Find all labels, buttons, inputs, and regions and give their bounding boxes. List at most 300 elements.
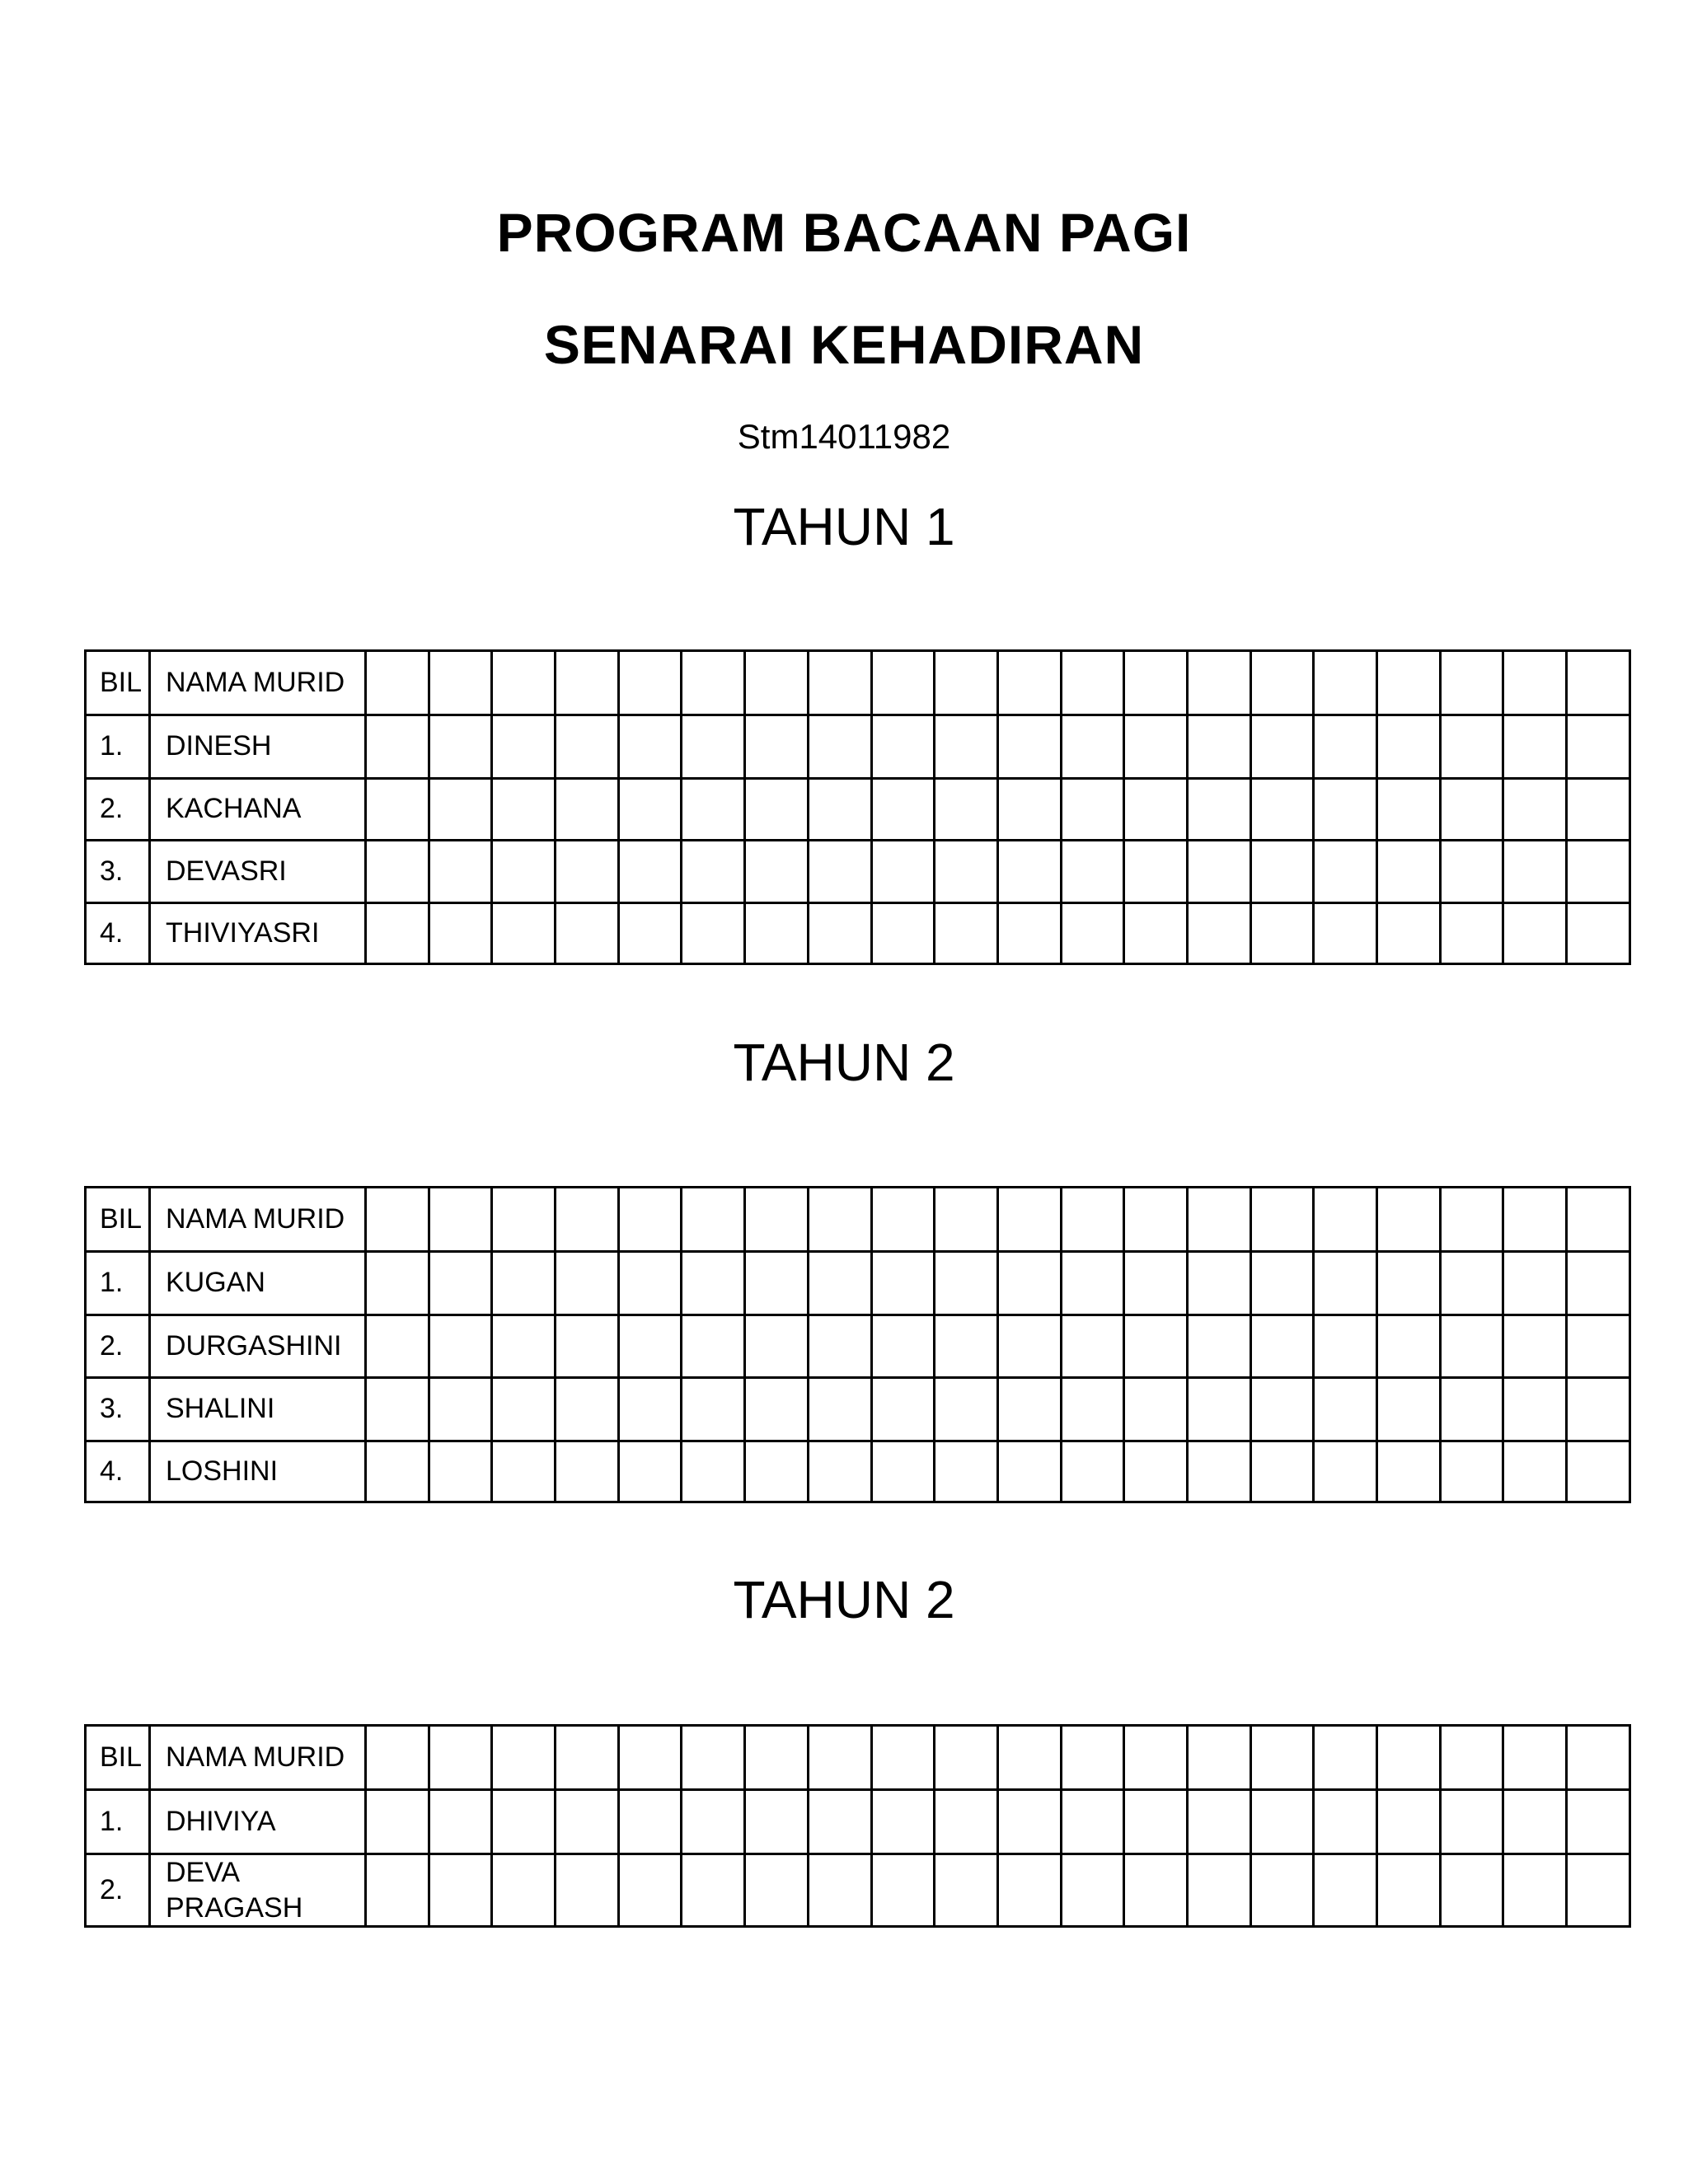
attendance-checkbox-cell[interactable]: [1567, 1726, 1630, 1790]
attendance-checkbox-cell[interactable]: [997, 715, 1061, 779]
row-number: 4.: [86, 903, 150, 964]
attendance-checkbox-cell[interactable]: [556, 1854, 619, 1927]
attendance-checkbox-cell[interactable]: [808, 1726, 871, 1790]
attendance-checkbox-cell[interactable]: [997, 1188, 1061, 1252]
attendance-checkbox-cell[interactable]: [618, 1441, 682, 1502]
attendance-checkbox-cell[interactable]: [871, 1315, 935, 1378]
attendance-checkbox-cell[interactable]: [935, 651, 998, 715]
attendance-checkbox-cell[interactable]: [1187, 1378, 1250, 1441]
attendance-checkbox-cell[interactable]: [871, 1790, 935, 1854]
attendance-table-1: [84, 649, 1631, 965]
attendance-checkbox-cell[interactable]: [1503, 841, 1567, 903]
attendance-checkbox-cell[interactable]: [1187, 779, 1250, 841]
attendance-checkbox-cell[interactable]: [1187, 1252, 1250, 1315]
attendance-checkbox-cell[interactable]: [745, 715, 809, 779]
attendance-checkbox-cell[interactable]: [1503, 1188, 1567, 1252]
attendance-checkbox-cell[interactable]: [997, 1315, 1061, 1378]
attendance-checkbox-cell[interactable]: [429, 1188, 492, 1252]
attendance-checkbox-cell[interactable]: [492, 715, 556, 779]
attendance-checkbox-cell[interactable]: [745, 1315, 809, 1378]
attendance-checkbox-cell[interactable]: [366, 779, 429, 841]
attendance-checkbox-cell[interactable]: [997, 1252, 1061, 1315]
attendance-checkbox-cell[interactable]: [682, 1315, 745, 1378]
table-row: [86, 1790, 1630, 1854]
attendance-checkbox-cell[interactable]: [808, 903, 871, 964]
attendance-checkbox-cell[interactable]: [429, 1854, 492, 1927]
attendance-checkbox-cell[interactable]: [871, 1378, 935, 1441]
attendance-checkbox-cell[interactable]: [1250, 1378, 1314, 1441]
attendance-checkbox-cell[interactable]: [1250, 1315, 1314, 1378]
attendance-checkbox-cell[interactable]: [1250, 1790, 1314, 1854]
row-number: 1.: [86, 715, 150, 779]
attendance-checkbox-cell[interactable]: [745, 1252, 809, 1315]
attendance-checkbox-cell[interactable]: [997, 1790, 1061, 1854]
attendance-checkbox-cell[interactable]: [935, 1378, 998, 1441]
attendance-checkbox-cell[interactable]: [429, 651, 492, 715]
attendance-checkbox-cell[interactable]: [556, 715, 619, 779]
attendance-checkbox-cell[interactable]: [1061, 779, 1124, 841]
attendance-checkbox-cell[interactable]: [1250, 1441, 1314, 1502]
attendance-checkbox-cell[interactable]: [1440, 1726, 1503, 1790]
attendance-checkbox-cell[interactable]: [556, 841, 619, 903]
attendance-checkbox-cell[interactable]: [935, 1252, 998, 1315]
document-title: PROGRAM BACAAN PAGI: [496, 202, 1192, 263]
attendance-checkbox-cell[interactable]: [556, 1790, 619, 1854]
attendance-checkbox-cell[interactable]: [745, 841, 809, 903]
attendance-checkbox-cell[interactable]: [1567, 1790, 1630, 1854]
attendance-checkbox-cell[interactable]: [1567, 1315, 1630, 1378]
attendance-checkbox-cell[interactable]: [1124, 715, 1188, 779]
attendance-checkbox-cell[interactable]: [1124, 903, 1188, 964]
attendance-checkbox-cell[interactable]: [871, 903, 935, 964]
attendance-checkbox-cell[interactable]: [1377, 841, 1441, 903]
attendance-checkbox-cell[interactable]: [935, 1188, 998, 1252]
attendance-checkbox-cell[interactable]: [492, 1790, 556, 1854]
attendance-checkbox-cell[interactable]: [429, 1790, 492, 1854]
table-row: [86, 1315, 1630, 1378]
attendance-checkbox-cell[interactable]: [1250, 1854, 1314, 1927]
attendance-checkbox-cell[interactable]: [429, 1726, 492, 1790]
attendance-checkbox-cell[interactable]: [1314, 1315, 1377, 1378]
attendance-checkbox-cell[interactable]: [745, 1726, 809, 1790]
row-number: 4.: [86, 1441, 150, 1502]
attendance-checkbox-cell[interactable]: [1440, 1441, 1503, 1502]
student-name: DEVASRI: [150, 841, 366, 903]
attendance-checkbox-cell[interactable]: [366, 715, 429, 779]
attendance-checkbox-cell[interactable]: [935, 841, 998, 903]
attendance-checkbox-cell[interactable]: [1061, 1378, 1124, 1441]
attendance-checkbox-cell[interactable]: [1503, 651, 1567, 715]
attendance-checkbox-cell[interactable]: [808, 1790, 871, 1854]
document-subtitle: SENARAI KEHADIRAN: [543, 314, 1145, 375]
attendance-checkbox-cell[interactable]: [745, 1378, 809, 1441]
attendance-checkbox-cell[interactable]: [1440, 1315, 1503, 1378]
attendance-checkbox-cell[interactable]: [935, 1441, 998, 1502]
attendance-checkbox-cell[interactable]: [492, 779, 556, 841]
attendance-checkbox-cell[interactable]: [682, 1252, 745, 1315]
attendance-checkbox-cell[interactable]: [808, 651, 871, 715]
table-header-row: [86, 1188, 1630, 1252]
section-heading-tahun-2: TAHUN 2: [733, 1033, 955, 1092]
attendance-checkbox-cell[interactable]: [492, 651, 556, 715]
header-nama-murid: NAMA MURID: [150, 651, 366, 715]
table-row: [86, 715, 1630, 779]
attendance-checkbox-cell[interactable]: [1061, 1790, 1124, 1854]
attendance-checkbox-cell[interactable]: [682, 1726, 745, 1790]
attendance-checkbox-cell[interactable]: [1440, 903, 1503, 964]
attendance-checkbox-cell[interactable]: [745, 1188, 809, 1252]
attendance-checkbox-cell[interactable]: [1314, 1726, 1377, 1790]
attendance-checkbox-cell[interactable]: [1440, 651, 1503, 715]
attendance-checkbox-cell[interactable]: [366, 903, 429, 964]
attendance-checkbox-cell[interactable]: [556, 1726, 619, 1790]
attendance-checkbox-cell[interactable]: [1250, 651, 1314, 715]
attendance-checkbox-cell[interactable]: [1061, 1315, 1124, 1378]
attendance-checkbox-cell[interactable]: [1187, 715, 1250, 779]
attendance-checkbox-cell[interactable]: [618, 1854, 682, 1927]
attendance-checkbox-cell[interactable]: [1124, 1188, 1188, 1252]
table-row: [86, 1252, 1630, 1315]
attendance-checkbox-cell[interactable]: [492, 903, 556, 964]
attendance-checkbox-cell[interactable]: [1567, 903, 1630, 964]
attendance-checkbox-cell[interactable]: [1377, 1790, 1441, 1854]
attendance-checkbox-cell[interactable]: [997, 841, 1061, 903]
attendance-checkbox-cell[interactable]: [556, 1441, 619, 1502]
attendance-checkbox-cell[interactable]: [492, 1726, 556, 1790]
attendance-checkbox-cell[interactable]: [618, 1790, 682, 1854]
attendance-checkbox-cell[interactable]: [1124, 1378, 1188, 1441]
attendance-checkbox-cell[interactable]: [1187, 1315, 1250, 1378]
attendance-checkbox-cell[interactable]: [1567, 1441, 1630, 1502]
student-name: DHIVIYA: [150, 1790, 366, 1854]
attendance-checkbox-cell[interactable]: [1503, 1790, 1567, 1854]
attendance-checkbox-cell[interactable]: [935, 1726, 998, 1790]
attendance-checkbox-cell[interactable]: [366, 841, 429, 903]
attendance-checkbox-cell[interactable]: [492, 1188, 556, 1252]
attendance-checkbox-cell[interactable]: [1250, 841, 1314, 903]
attendance-checkbox-cell[interactable]: [1567, 779, 1630, 841]
attendance-checkbox-cell[interactable]: [366, 1315, 429, 1378]
student-name: LOSHINI: [150, 1441, 366, 1502]
table-row: [86, 903, 1630, 964]
attendance-checkbox-cell[interactable]: [808, 1252, 871, 1315]
attendance-checkbox-cell[interactable]: [618, 651, 682, 715]
attendance-checkbox-cell[interactable]: [745, 651, 809, 715]
attendance-checkbox-cell[interactable]: [997, 651, 1061, 715]
student-name: DURGASHINI: [150, 1315, 366, 1378]
attendance-checkbox-cell[interactable]: [366, 1378, 429, 1441]
attendance-checkbox-cell[interactable]: [1567, 1252, 1630, 1315]
attendance-checkbox-cell[interactable]: [1567, 1378, 1630, 1441]
attendance-checkbox-cell[interactable]: [1440, 1378, 1503, 1441]
attendance-checkbox-cell[interactable]: [1124, 1854, 1188, 1927]
attendance-checkbox-cell[interactable]: [492, 1854, 556, 1927]
attendance-checkbox-cell[interactable]: [556, 1315, 619, 1378]
attendance-checkbox-cell[interactable]: [1061, 1188, 1124, 1252]
attendance-checkbox-cell[interactable]: [935, 715, 998, 779]
attendance-checkbox-cell[interactable]: [808, 1378, 871, 1441]
attendance-checkbox-cell[interactable]: [556, 1378, 619, 1441]
attendance-checkbox-cell[interactable]: [492, 1252, 556, 1315]
attendance-checkbox-cell[interactable]: [1314, 1378, 1377, 1441]
row-number: 1.: [86, 1790, 150, 1854]
attendance-checkbox-cell[interactable]: [1314, 1854, 1377, 1927]
attendance-checkbox-cell[interactable]: [1503, 779, 1567, 841]
attendance-checkbox-cell[interactable]: [1377, 1188, 1441, 1252]
student-name: KUGAN: [150, 1252, 366, 1315]
attendance-checkbox-cell[interactable]: [429, 1252, 492, 1315]
attendance-checkbox-cell[interactable]: [1377, 1252, 1441, 1315]
attendance-checkbox-cell[interactable]: [808, 779, 871, 841]
attendance-checkbox-cell[interactable]: [1503, 715, 1567, 779]
attendance-checkbox-cell[interactable]: [1314, 779, 1377, 841]
attendance-checkbox-cell[interactable]: [745, 903, 809, 964]
attendance-checkbox-cell[interactable]: [1250, 1252, 1314, 1315]
attendance-checkbox-cell[interactable]: [1567, 1188, 1630, 1252]
attendance-checkbox-cell[interactable]: [492, 841, 556, 903]
attendance-checkbox-cell[interactable]: [935, 779, 998, 841]
attendance-checkbox-cell[interactable]: [1440, 1252, 1503, 1315]
attendance-checkbox-cell[interactable]: [1061, 715, 1124, 779]
row-number: 1.: [86, 1252, 150, 1315]
attendance-checkbox-cell[interactable]: [1061, 1854, 1124, 1927]
attendance-checkbox-cell[interactable]: [1377, 1726, 1441, 1790]
attendance-checkbox-cell[interactable]: [935, 1790, 998, 1854]
attendance-checkbox-cell[interactable]: [997, 779, 1061, 841]
attendance-checkbox-cell[interactable]: [1440, 715, 1503, 779]
header-nama-murid: NAMA MURID: [150, 1188, 366, 1252]
attendance-checkbox-cell[interactable]: [556, 779, 619, 841]
attendance-checkbox-cell[interactable]: [366, 1252, 429, 1315]
attendance-checkbox-cell[interactable]: [1124, 1315, 1188, 1378]
attendance-checkbox-cell[interactable]: [997, 1378, 1061, 1441]
attendance-checkbox-cell[interactable]: [429, 903, 492, 964]
attendance-checkbox-cell[interactable]: [871, 715, 935, 779]
attendance-checkbox-cell[interactable]: [1377, 1441, 1441, 1502]
attendance-checkbox-cell[interactable]: [1061, 1252, 1124, 1315]
attendance-checkbox-cell[interactable]: [618, 1378, 682, 1441]
attendance-checkbox-cell[interactable]: [492, 1378, 556, 1441]
attendance-checkbox-cell[interactable]: [618, 1726, 682, 1790]
attendance-checkbox-cell[interactable]: [1567, 1854, 1630, 1927]
table-header-row: [86, 651, 1630, 715]
attendance-checkbox-cell[interactable]: [1440, 841, 1503, 903]
attendance-checkbox-cell[interactable]: [1314, 1441, 1377, 1502]
attendance-checkbox-cell[interactable]: [935, 1854, 998, 1927]
attendance-checkbox-cell[interactable]: [366, 1790, 429, 1854]
attendance-checkbox-cell[interactable]: [1440, 1790, 1503, 1854]
attendance-checkbox-cell[interactable]: [1124, 651, 1188, 715]
attendance-checkbox-cell[interactable]: [682, 903, 745, 964]
attendance-checkbox-cell[interactable]: [1314, 1188, 1377, 1252]
attendance-checkbox-cell[interactable]: [935, 903, 998, 964]
attendance-checkbox-cell[interactable]: [618, 903, 682, 964]
document-code: Stm14011982: [737, 417, 951, 456]
attendance-checkbox-cell[interactable]: [1314, 715, 1377, 779]
attendance-checkbox-cell[interactable]: [1250, 903, 1314, 964]
attendance-checkbox-cell[interactable]: [366, 1441, 429, 1502]
attendance-checkbox-cell[interactable]: [1187, 651, 1250, 715]
attendance-checkbox-cell[interactable]: [366, 1726, 429, 1790]
attendance-checkbox-cell[interactable]: [429, 1378, 492, 1441]
attendance-checkbox-cell[interactable]: [1314, 1252, 1377, 1315]
attendance-checkbox-cell[interactable]: [1250, 715, 1314, 779]
attendance-checkbox-cell[interactable]: [1503, 1315, 1567, 1378]
table-row: [86, 1854, 1630, 1927]
attendance-checkbox-cell[interactable]: [682, 1188, 745, 1252]
attendance-checkbox-cell[interactable]: [997, 903, 1061, 964]
attendance-checkbox-cell[interactable]: [745, 1854, 809, 1927]
attendance-checkbox-cell[interactable]: [1187, 1854, 1250, 1927]
attendance-checkbox-cell[interactable]: [1377, 1315, 1441, 1378]
attendance-checkbox-cell[interactable]: [745, 1790, 809, 1854]
attendance-checkbox-cell[interactable]: [1187, 1790, 1250, 1854]
attendance-checkbox-cell[interactable]: [871, 1854, 935, 1927]
attendance-checkbox-cell[interactable]: [1377, 779, 1441, 841]
attendance-checkbox-cell[interactable]: [1187, 841, 1250, 903]
attendance-checkbox-cell[interactable]: [1503, 1726, 1567, 1790]
row-number: 2.: [86, 1315, 150, 1378]
attendance-checkbox-cell[interactable]: [682, 1378, 745, 1441]
attendance-checkbox-cell[interactable]: [997, 1726, 1061, 1790]
attendance-checkbox-cell[interactable]: [366, 651, 429, 715]
attendance-checkbox-cell[interactable]: [1503, 1441, 1567, 1502]
attendance-checkbox-cell[interactable]: [871, 779, 935, 841]
attendance-checkbox-cell[interactable]: [1567, 651, 1630, 715]
attendance-checkbox-cell[interactable]: [997, 1441, 1061, 1502]
student-name: KACHANA: [150, 779, 366, 841]
attendance-checkbox-cell[interactable]: [1061, 1726, 1124, 1790]
attendance-checkbox-cell[interactable]: [1124, 1441, 1188, 1502]
attendance-checkbox-cell[interactable]: [1187, 1441, 1250, 1502]
attendance-checkbox-cell[interactable]: [682, 1790, 745, 1854]
table-row: [86, 1441, 1630, 1502]
attendance-checkbox-cell[interactable]: [682, 651, 745, 715]
attendance-checkbox-cell[interactable]: [1440, 1188, 1503, 1252]
student-name: THIVIYASRI: [150, 903, 366, 964]
attendance-checkbox-cell[interactable]: [618, 1188, 682, 1252]
attendance-checkbox-cell[interactable]: [1187, 903, 1250, 964]
attendance-checkbox-cell[interactable]: [1314, 651, 1377, 715]
attendance-checkbox-cell[interactable]: [429, 1315, 492, 1378]
attendance-checkbox-cell[interactable]: [682, 715, 745, 779]
attendance-checkbox-cell[interactable]: [1124, 1790, 1188, 1854]
attendance-checkbox-cell[interactable]: [1377, 1378, 1441, 1441]
attendance-checkbox-cell[interactable]: [1061, 903, 1124, 964]
attendance-checkbox-cell[interactable]: [618, 1315, 682, 1378]
attendance-checkbox-cell[interactable]: [682, 779, 745, 841]
attendance-checkbox-cell[interactable]: [1567, 841, 1630, 903]
attendance-checkbox-cell[interactable]: [429, 715, 492, 779]
attendance-checkbox-cell[interactable]: [1187, 1726, 1250, 1790]
attendance-checkbox-cell[interactable]: [1377, 903, 1441, 964]
student-name: SHALINI: [150, 1378, 366, 1441]
attendance-checkbox-cell[interactable]: [1314, 903, 1377, 964]
attendance-checkbox-cell[interactable]: [1124, 1252, 1188, 1315]
attendance-checkbox-cell[interactable]: [808, 1441, 871, 1502]
student-name: DEVA PRAGASH: [150, 1854, 366, 1927]
header-bil: BIL: [86, 1188, 150, 1252]
attendance-checkbox-cell[interactable]: [492, 1441, 556, 1502]
attendance-table-2: [84, 1186, 1631, 1503]
attendance-checkbox-cell[interactable]: [429, 1441, 492, 1502]
attendance-checkbox-cell[interactable]: [1124, 1726, 1188, 1790]
attendance-checkbox-cell[interactable]: [1187, 1188, 1250, 1252]
attendance-checkbox-cell[interactable]: [808, 1188, 871, 1252]
attendance-checkbox-cell[interactable]: [366, 1188, 429, 1252]
header-nama-murid: NAMA MURID: [150, 1726, 366, 1790]
attendance-checkbox-cell[interactable]: [682, 841, 745, 903]
attendance-checkbox-cell[interactable]: [556, 903, 619, 964]
attendance-checkbox-cell[interactable]: [871, 1252, 935, 1315]
attendance-checkbox-cell[interactable]: [1250, 779, 1314, 841]
attendance-checkbox-cell[interactable]: [935, 1315, 998, 1378]
attendance-checkbox-cell[interactable]: [366, 1854, 429, 1927]
attendance-checkbox-cell[interactable]: [745, 779, 809, 841]
attendance-checkbox-cell[interactable]: [1567, 715, 1630, 779]
attendance-checkbox-cell[interactable]: [492, 1315, 556, 1378]
attendance-checkbox-cell[interactable]: [871, 841, 935, 903]
attendance-checkbox-cell[interactable]: [1377, 1854, 1441, 1927]
attendance-checkbox-cell[interactable]: [997, 1854, 1061, 1927]
header-bil: BIL: [86, 651, 150, 715]
attendance-checkbox-cell[interactable]: [1503, 1854, 1567, 1927]
attendance-checkbox-cell[interactable]: [618, 1252, 682, 1315]
attendance-checkbox-cell[interactable]: [1314, 1790, 1377, 1854]
attendance-checkbox-cell[interactable]: [1377, 651, 1441, 715]
attendance-checkbox-cell[interactable]: [682, 1441, 745, 1502]
attendance-checkbox-cell[interactable]: [871, 1441, 935, 1502]
attendance-checkbox-cell[interactable]: [1250, 1188, 1314, 1252]
attendance-checkbox-cell[interactable]: [1061, 841, 1124, 903]
attendance-checkbox-cell[interactable]: [745, 1441, 809, 1502]
attendance-checkbox-cell[interactable]: [808, 841, 871, 903]
attendance-checkbox-cell[interactable]: [1440, 779, 1503, 841]
attendance-checkbox-cell[interactable]: [1061, 1441, 1124, 1502]
header-bil: BIL: [86, 1726, 150, 1790]
attendance-checkbox-cell[interactable]: [556, 1252, 619, 1315]
attendance-checkbox-cell[interactable]: [1503, 903, 1567, 964]
attendance-checkbox-cell[interactable]: [618, 715, 682, 779]
attendance-checkbox-cell[interactable]: [1314, 841, 1377, 903]
attendance-checkbox-cell[interactable]: [871, 1188, 935, 1252]
attendance-checkbox-cell[interactable]: [618, 779, 682, 841]
attendance-checkbox-cell[interactable]: [808, 715, 871, 779]
attendance-checkbox-cell[interactable]: [1124, 779, 1188, 841]
attendance-checkbox-cell[interactable]: [808, 1854, 871, 1927]
attendance-checkbox-cell[interactable]: [871, 1726, 935, 1790]
attendance-checkbox-cell[interactable]: [1503, 1378, 1567, 1441]
attendance-checkbox-cell[interactable]: [1440, 1854, 1503, 1927]
attendance-checkbox-cell[interactable]: [556, 651, 619, 715]
attendance-checkbox-cell[interactable]: [1124, 841, 1188, 903]
attendance-checkbox-cell[interactable]: [556, 1188, 619, 1252]
attendance-checkbox-cell[interactable]: [1061, 651, 1124, 715]
attendance-checkbox-cell[interactable]: [1377, 715, 1441, 779]
attendance-checkbox-cell[interactable]: [618, 841, 682, 903]
attendance-checkbox-cell[interactable]: [808, 1315, 871, 1378]
row-number: 3.: [86, 841, 150, 903]
attendance-checkbox-cell[interactable]: [429, 779, 492, 841]
attendance-checkbox-cell[interactable]: [871, 651, 935, 715]
attendance-checkbox-cell[interactable]: [682, 1854, 745, 1927]
attendance-checkbox-cell[interactable]: [1503, 1252, 1567, 1315]
attendance-checkbox-cell[interactable]: [1250, 1726, 1314, 1790]
table-row: [86, 1378, 1630, 1441]
section-heading-tahun-2-second: TAHUN 2: [733, 1570, 955, 1629]
row-number: 3.: [86, 1378, 150, 1441]
attendance-checkbox-cell[interactable]: [429, 841, 492, 903]
